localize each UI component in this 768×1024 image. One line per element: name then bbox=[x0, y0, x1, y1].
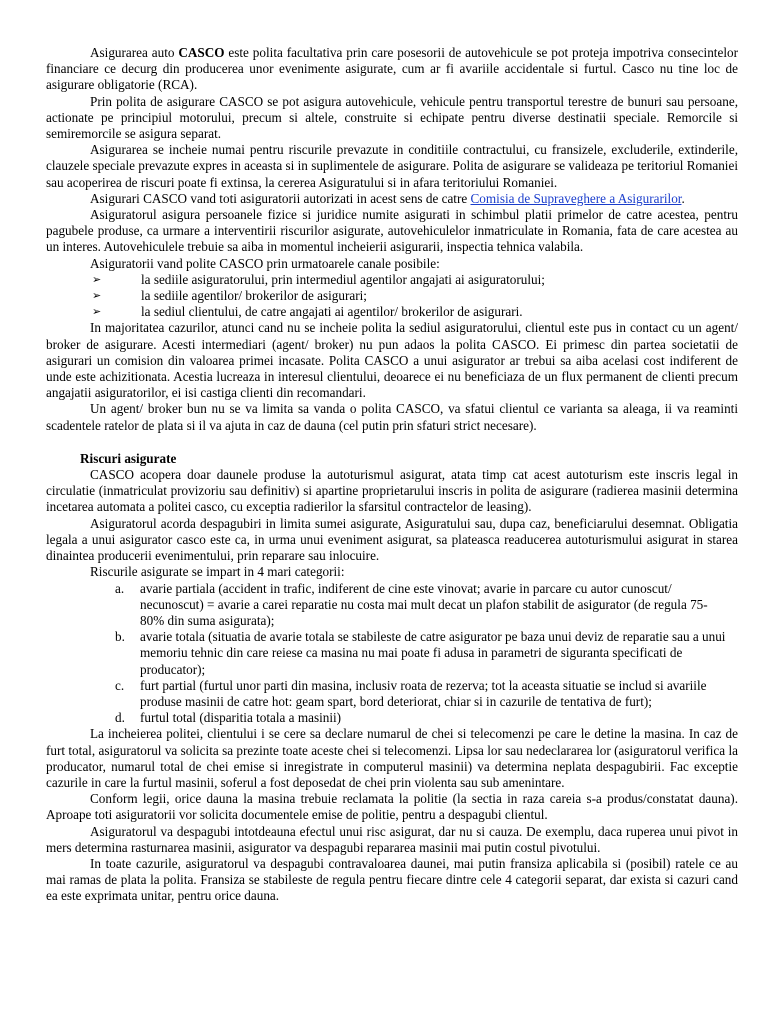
list-item bbox=[46, 710, 738, 726]
channel-text: la sediile asiguratorului, prin intermediul agentilor angajati ai asiguratorului; bbox=[141, 271, 545, 287]
paragraph-insurers bbox=[46, 191, 738, 207]
supervision-commission-link[interactable]: Comisia de Supraveghere a Asigurarilor bbox=[470, 190, 682, 206]
paragraph-keys: La incheierea politei, clientului i se cere sa declare numarul de chei si telecomenzi pe care le detine la masina. In caz de furt total, asiguratorul va solicita sa prezinte toate aceste chei si telecomenzi. Lipsa lor sau nedeclararea lor (asiguratorul verifica la producator, numarul total de chei emise si inregistrate in computerul masinii) va determina neplata despagubirii. Fac exceptie cazurile in care la furtul masinii, soferul a fost deposedat de chei prin violenta sau sub amenintare. bbox=[46, 726, 738, 790]
paragraph-compensation: Asiguratorul acorda despagubiri in limita sumei asigurate, Asiguratului sau, dupa caz, beneficiarului desemnat. Obligatia legala a unui asigurator casco este ca, in urma unui eveniment asigurat, sa plateasca readucerea autoturismului asigurat in starea dinaintea producerii evenimentului, prin reparare sau inlocuire. bbox=[46, 515, 738, 564]
list-item bbox=[46, 304, 738, 320]
spacer bbox=[46, 434, 738, 451]
category-text: furtul total (disparitia totala a masinii) bbox=[140, 710, 342, 726]
paragraph-police: Conform legii, orice dauna la masina trebuie reclamata la politie (la sectia in raza careia s-a produs/constatat dauna). Aproape toti asiguratorii vor solicita documentele emise de politie, pentru a despagubi clientul. bbox=[46, 791, 738, 823]
list-item bbox=[46, 678, 738, 710]
paragraph-cause-effect: Asiguratorul va despagubi intotdeauna efectul unui risc asigurat, dar nu si cauza. De exemplu, daca ruperea unui pivot in mers determina rasturnarea masinii, asigurator va despagubi repararea masinii mai putin costul pivotului. bbox=[46, 823, 738, 855]
channel-text: la sediile agentilor/ brokerilor de asigurari; bbox=[141, 288, 367, 304]
section-heading-risks: Riscuri asigurate bbox=[80, 450, 177, 466]
paragraph-good-broker: Un agent/ broker bun nu se va limita sa vanda o polita CASCO, va sfatui clientul ce varianta sa aleaga, ii va reaminti scadentele ratelor de plata si il va ajuta in caz de dauna (cel putin prin sfaturi strict necesare). bbox=[46, 401, 738, 433]
category-text: avarie totala (situatia de avarie totala se stabileste de catre asigurator pe baza unui deviz de reparatie sau a unui memoriu tehnic din care reiese ca masina nu mai poate fi adusa in parametri de siguranta specificati de producator); bbox=[140, 629, 726, 677]
channels-list bbox=[46, 272, 738, 321]
intro-rest: este polita facultativa prin care posesorii de autovehicule se pot proteja impotriva consecintelor financiare ce decurg din producerea unor evenimente asigurate, cum ar fi avariile accidentale si furtul. Casco nu tine loc de asigurare obligatorie (RCA). bbox=[46, 45, 738, 93]
arrow-bullet-icon: ➢ bbox=[92, 289, 102, 303]
intro-text: Asigurarea auto bbox=[90, 45, 179, 60]
paragraph-intro bbox=[46, 45, 738, 94]
arrow-bullet-icon: ➢ bbox=[92, 272, 102, 286]
risk-categories-list bbox=[46, 581, 738, 727]
paragraph-insured-persons: Asiguratorul asigura persoanele fizice si juridice numite asigurati in schimbul platii primelor de catre acestea, pentru pagubele produse, ca urmare a interventirii riscurilor asigurate, autovehiculelor inmatriculate in Romania, fata de care acestea au un interes. Autovehiculele trebuie sa aiba in momentul incheierii asigurarii, inspectia tehnica valabila. bbox=[46, 207, 738, 255]
list-item bbox=[46, 581, 738, 630]
paragraph-conditions: Asigurarea se incheie numai pentru riscurile prevazute in conditiile contractului, cu fransizele, excluderile, extinderile, clauzele speciale prevazute expres in aceasta si in suplimentele de asigurare. Polita de asigurare se valideaza pe teritoriul Romaniei sau acoperirea de riscuri poate fi extinsa, la cererea Asiguratului si in afara teritoriului Romaniei. bbox=[46, 142, 738, 190]
category-text: furt partial (furtul unor parti din masina, inclusiv roata de rezerva; tot la aceasta situatie se includ si avariile produse masinii de catre hot: geam spart, bord deteriorat, chiar si in cazurile de tentativa de furt); bbox=[140, 677, 707, 709]
list-letter: a. bbox=[115, 580, 125, 596]
casco-bold: CASCO bbox=[178, 45, 225, 60]
paragraph-vehicles: Prin polita de asigurare CASCO se pot asigura autovehicule, vehicule pentru transportul terestre de bunuri sau persoane, actionate pe principiul motorului, precum si altele, construite si echipate pentru diverse destinatii speciale. Remorcile si semiremorcile se asigura separat. bbox=[46, 93, 738, 142]
list-item bbox=[46, 288, 738, 304]
paragraph-channels-intro: Asiguratorii vand polite CASCO prin urmatoarele canale posibile: bbox=[90, 255, 440, 271]
arrow-bullet-icon: ➢ bbox=[92, 305, 102, 319]
insurers-text: Asigurari CASCO vand toti asiguratorii autorizati in acest sens de catre bbox=[90, 190, 471, 206]
paragraph-coverage: CASCO acopera doar daunele produse la autoturismul asigurat, atata timp cat acest autoturism este inscris legal in circulatie (inmatriculat provizoriu sau definitiv) si apartine proprietarului inscris in polita de asigurare (radierea masinii determina incetarea automata a politei casco, cu exceptia radierilor la sfarsitul contractelor de leasing). bbox=[46, 467, 738, 515]
paragraph-categories-intro: Riscurile asigurate se impart in 4 mari categorii: bbox=[90, 564, 345, 580]
paragraph-intermediaries: In majoritatea cazurilor, atunci cand nu se incheie polita la sediul asiguratorului, clientul este pus in contact cu un agent/ broker de asigurare. Acesti intermediari (agent/ broker) nu pun adaos la polita CASCO. Ei primesc din partea societatii de asigurari un comision din valoarea primei incasate. Polita CASCO a unui asigurator ar trebui sa aiba acelasi cost indiferent de unde este achizitionata. Acestia lucreaza in interesul clientului, deoarece ei nu beneficiaza de un flux permanent de clienti precum angajatii asiguratorilor, ei isi castiga clienti din recomandari. bbox=[46, 320, 738, 401]
insurers-end: . bbox=[681, 190, 685, 206]
list-item bbox=[46, 272, 738, 288]
paragraph-deductible: In toate cazurile, asiguratorul va despagubi contravaloarea daunei, mai putin fransiza aplicabila si (posibil) ratele ce au mai ramas de plata la polita. Fransiza se stabileste de regula pentru fiecare dintre cele 4 categorii separat, dar exista si cazuri cand ea este exprimata unitar, pentru orice dauna. bbox=[46, 855, 738, 904]
category-text: avarie partiala (accident in trafic, indiferent de cine este vinovat; avarie in parcare cu autor cunoscut/ necunoscut) = avarie a carei reparatie nu costa mai mult decat un plafon stabilit de asigurator (de regula 75-80% din suma asigurata); bbox=[140, 580, 708, 628]
list-letter: b. bbox=[115, 629, 125, 645]
list-item bbox=[46, 629, 738, 678]
list-letter: c. bbox=[115, 677, 125, 693]
list-letter: d. bbox=[115, 710, 125, 726]
channel-text: la sediul clientului, de catre angajati ai agentilor/ brokerilor de asigurari. bbox=[141, 304, 523, 320]
